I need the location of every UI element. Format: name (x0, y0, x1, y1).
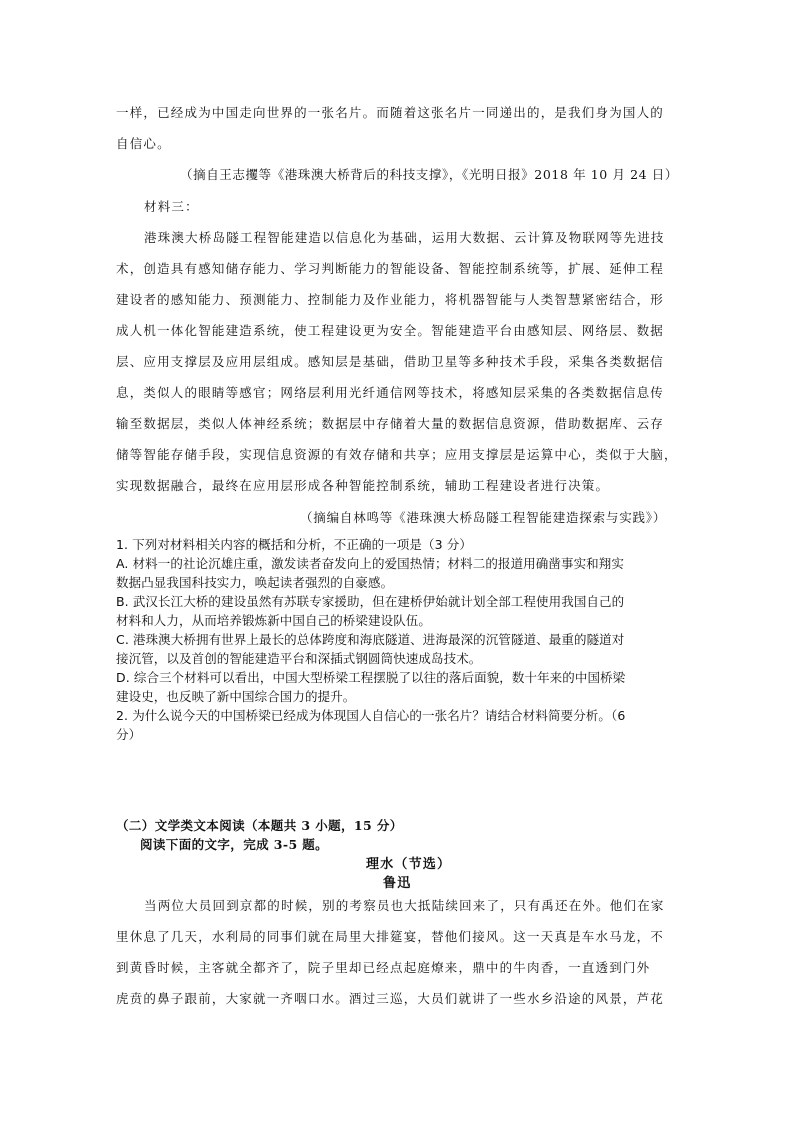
question-2-stem: 2. 为什么说今天的中国桥梁已经成为体现国人自信心的一张名片？请结合材料简要分析。（6 (116, 708, 626, 723)
story-title: 理水（节选） (366, 857, 452, 872)
material2-source: （摘自王志攫等《港珠澳大桥背后的科技支撑》，《光明日报》2018 年 10 月 24 日） (180, 167, 678, 182)
question-1-option-a: A. 材料一的社论沉雄庄重，激发读者奋发向上的爱国热情；材料二的报道用确凿事实和翔实 (116, 556, 624, 571)
question-1-option-c-cont: 接沉管，以及首创的智能建造平台和深插式钢圆筒快速成岛技术。 (116, 651, 482, 666)
question-1-option-c: C. 港珠澳大桥拥有世界上最长的总体跨度和海底隧道、进海最深的沉管隧道、最重的隧道对 (116, 632, 625, 647)
material3-line-7: 输至数据层，类似人体神经系统；数据层中存储着大量的数据信息资源，借助数据库、云存 (116, 416, 665, 431)
question-1-option-d: D. 综合三个材料可以看出，中国大型桥梁工程摆脱了以往的落后面貌，数十年来的中国桥梁 (116, 670, 626, 685)
question-2-stem-cont: 分） (116, 727, 142, 742)
material3-line-6: 息，类似人的眼睛等感官；网络层利用光纤通信网等技术，将感知层采集的各类数据信息传 (116, 385, 665, 400)
material2-line-2: 自信心。 (116, 136, 171, 151)
section-heading: （二）文学类文本阅读（本题共 3 小题，15 分） (116, 818, 403, 833)
material3-line-2: 术，创造具有感知储存能力、学习判断能力的智能设备、智能控制系统等，扩展、延伸工程 (116, 261, 665, 276)
material2-line-1: 一样，已经成为中国走向世界的一张名片。而随着这张名片一同递出的，是我们身为国人的 (116, 105, 665, 120)
question-1-option-a-cont: 数据凸显我国科技实力，唤起读者强烈的自豪感。 (116, 575, 394, 590)
question-1-option-b-cont: 材料和人力，从而培养锻炼新中国自己的桥梁建设队伍。 (116, 613, 432, 628)
material3-line-9: 实现数据融合，最终在应用层形成各种智能控制系统，辅助工程建设者进行决策。 (116, 478, 610, 493)
story-line-3: 到黄昏时候，主客就全都齐了，院子里却已经点起庭燎来，鼎中的牛肉香，一直透到门外 (116, 960, 651, 975)
section-instruction: 阅读下面的文字，完成 3-5 题。 (140, 837, 329, 852)
story-author: 鲁迅 (383, 876, 412, 891)
material3-source: （摘编自林鸣等《港珠澳大桥岛隧工程智能建造探索与实践》） (300, 510, 667, 525)
material3-line-4: 成人机一体化智能建造系统，使工程建设更为安全。智能建造平台由感知层、网络层、数据 (116, 323, 665, 338)
question-1-option-b: B. 武汉长江大桥的建设虽然有苏联专家援助，但在建桥伊始就计划全部工程使用我国自己的 (116, 594, 625, 609)
material3-line-8: 储等智能存储手段，实现信息资源的有效存储和共享；应用支撑层是运算中心，类似于大脑， (116, 447, 678, 462)
material3-line-3: 建设者的感知能力、预测能力、控制能力及作业能力，将机器智能与人类智慧紧密结合，形 (116, 292, 665, 307)
material3-title: 材料三： (144, 199, 199, 214)
material3-line-5: 层、应用支撑层及应用层组成。感知层是基础，借助卫星等多种技术手段，采集各类数据信 (116, 354, 665, 369)
story-line-1: 当两位大员回到京都的时候，别的考察员也大抵陆续回来了，只有禹还在外。他们在家 (144, 898, 665, 913)
material3-line-1: 港珠澳大桥岛隧工程智能建造以信息化为基础，运用大数据、云计算及物联网等先进技 (144, 230, 665, 245)
question-1-stem: 1. 下列对材料相关内容的概括和分析，不正确的一项是（3 分） (116, 537, 472, 552)
question-1-option-d-cont: 建设史，也反映了新中国综合国力的提升。 (116, 689, 356, 704)
story-line-4: 虎贲的鼻子跟前，大家就一齐咽口水。酒过三巡，大员们就讲了一些水乡沿途的风景，芦花 (116, 991, 665, 1006)
story-line-2: 里休息了几天，水利局的同事们就在局里大排筵宴，替他们接风。这一天真是车水马龙，不 (116, 929, 665, 944)
